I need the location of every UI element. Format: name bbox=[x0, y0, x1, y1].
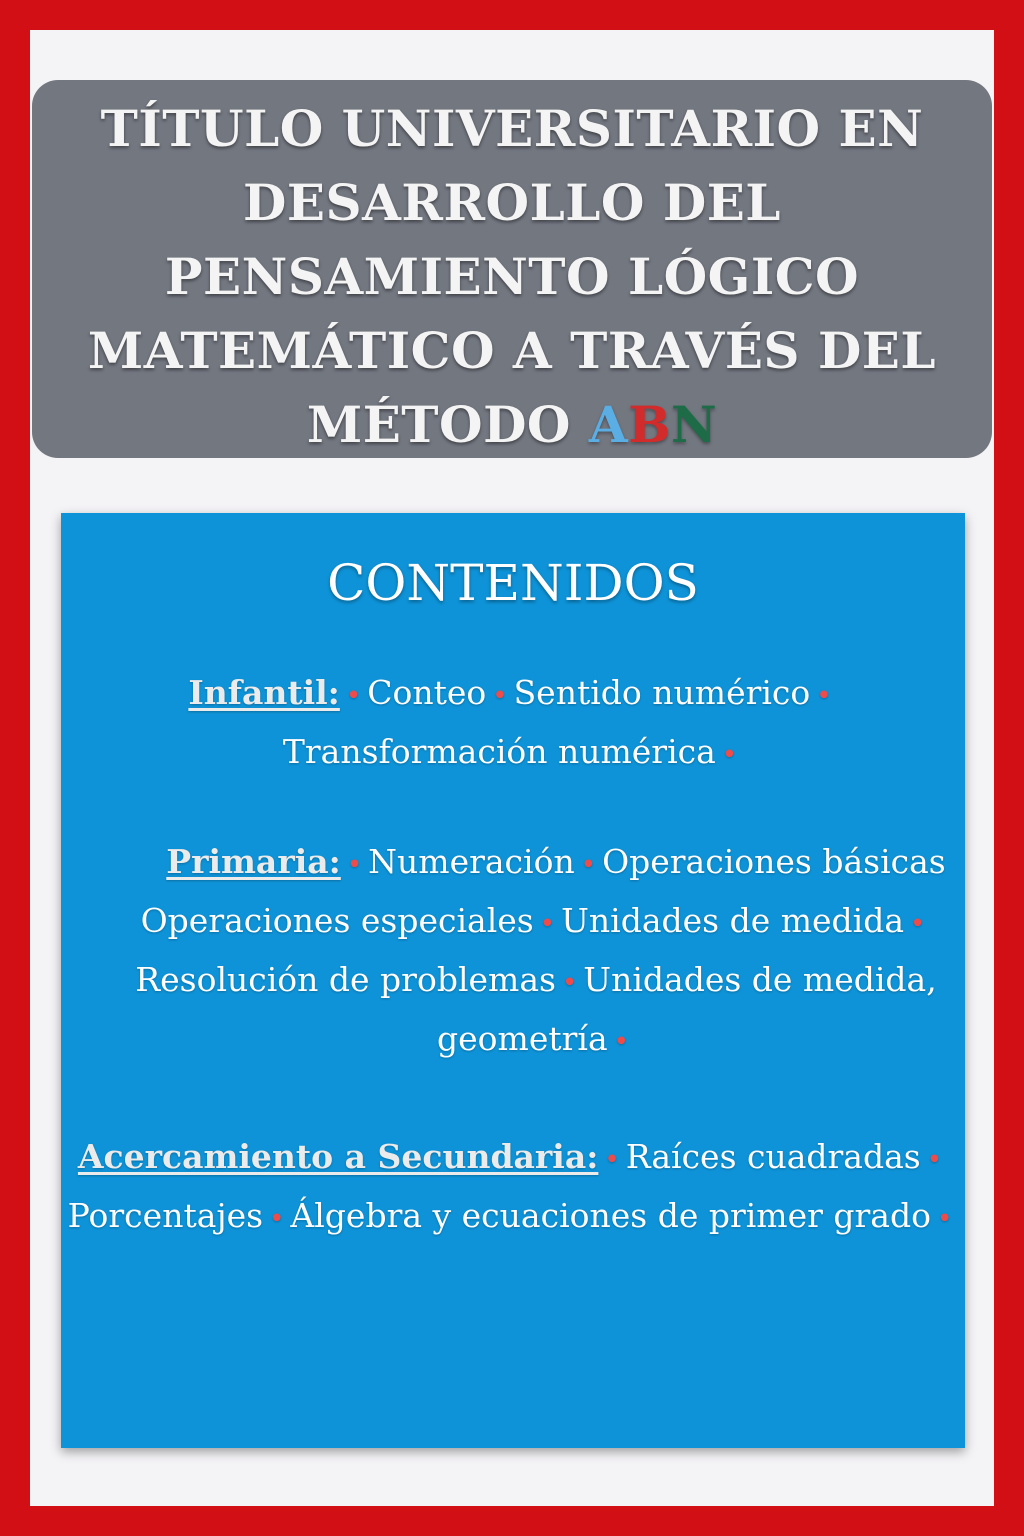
title-banner bbox=[32, 80, 992, 458]
bullet: • bbox=[269, 1204, 285, 1234]
bullet: • bbox=[346, 850, 363, 880]
topic-item: Sentido numérico bbox=[513, 673, 811, 712]
bullet: • bbox=[345, 681, 362, 711]
bullet: • bbox=[561, 968, 578, 998]
section-line bbox=[61, 1129, 965, 1188]
section-infantil bbox=[61, 665, 965, 783]
section-label-primaria: Primaria: bbox=[166, 842, 341, 881]
bullet: • bbox=[580, 850, 597, 880]
section-line bbox=[84, 834, 988, 893]
section-line bbox=[84, 952, 988, 1011]
topic-item: Raíces cuadradas bbox=[625, 1137, 921, 1176]
topic-item: Unidades de medida bbox=[561, 901, 905, 940]
topic-item: Operaciones básicas bbox=[602, 842, 946, 881]
section-label-infantil: Infantil: bbox=[188, 673, 340, 712]
title-method-word: MÉTODO bbox=[306, 395, 589, 454]
title-line-5 bbox=[32, 388, 992, 462]
topic-item-part: Unidades de medida, bbox=[583, 960, 937, 999]
section-label-secundaria: Acercamiento a Secundaria: bbox=[77, 1137, 599, 1176]
topic-item: Numeración bbox=[368, 842, 575, 881]
bullet: • bbox=[721, 740, 738, 770]
section-primaria bbox=[84, 834, 988, 1070]
section-line bbox=[84, 893, 988, 952]
topic-item: Porcentajes bbox=[67, 1196, 264, 1235]
section-secundaria bbox=[61, 1129, 965, 1247]
bullet: • bbox=[936, 1204, 953, 1234]
bullet: • bbox=[816, 681, 832, 711]
topic-item: Álgebra y ecuaciones de primer grado bbox=[290, 1196, 931, 1235]
abn-letter-a: A bbox=[588, 395, 629, 454]
contents-panel bbox=[61, 513, 965, 1448]
bullet: • bbox=[492, 681, 508, 711]
section-line bbox=[61, 1188, 965, 1247]
abn-letter-n: N bbox=[670, 395, 718, 454]
bullet: • bbox=[910, 909, 926, 939]
section-line bbox=[84, 1011, 988, 1070]
bullet: • bbox=[613, 1027, 629, 1057]
bullet: • bbox=[604, 1145, 620, 1175]
bullet: • bbox=[926, 1145, 943, 1175]
topic-item: Operaciones especiales bbox=[140, 901, 534, 940]
topic-item: Transformación numérica bbox=[282, 732, 716, 771]
title-line-1: TÍTULO UNIVERSITARIO EN bbox=[100, 99, 924, 158]
title-line-2: DESARROLLO DEL bbox=[243, 173, 781, 232]
section-line bbox=[61, 724, 965, 783]
title-line-3: PENSAMIENTO LÓGICO bbox=[164, 247, 860, 306]
topic-item: Conteo bbox=[367, 673, 487, 712]
bullet: • bbox=[539, 909, 556, 939]
title-line-4: MATEMÁTICO A TRAVÉS DEL bbox=[87, 321, 937, 380]
contents-heading: CONTENIDOS bbox=[327, 554, 699, 612]
section-line bbox=[61, 665, 965, 724]
topic-item-part: geometría bbox=[437, 1019, 608, 1058]
topic-item: Resolución de problemas bbox=[135, 960, 556, 999]
abn-letter-b: B bbox=[628, 395, 671, 454]
